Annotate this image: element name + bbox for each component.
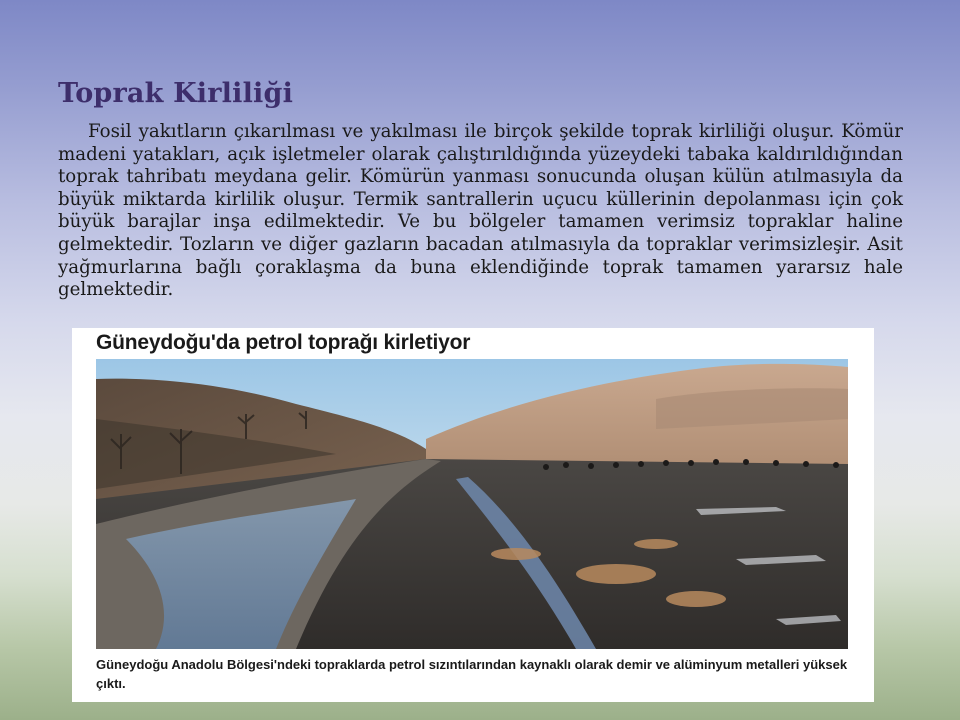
figure-headline: Güneydoğu'da petrol toprağı kirletiyor: [96, 331, 471, 354]
news-figure: [72, 328, 874, 702]
figure-caption: Güneydoğu Anadolu Bölgesi'ndeki topraklarda petrol sızıntılarından kaynaklı olarak demir ve alüminyum metalleri yüksek çıktı.: [96, 657, 848, 691]
oil-polluted-field-photo: [96, 359, 848, 649]
slide-body-text: Fosil yakıtların çıkarılması ve yakılması ile birçok şekilde toprak kirliliği oluşur. Kömür madeni yatakları, açık işletmeler olarak çalıştırıldığında yüzeydeki tabaka kaldırıldığından toprak tahribatı meydana gelir. Kömürün yanması sonucunda oluşan külün atılmasıyla da büyük miktarda kirlilik oluşur. Termik santrallerin uçucu küllerinin depolanması için çok büyük barajlar inşa edilmektedir. Ve bu bölgeler tamamen verimsiz topraklar haline gelmektedir. Tozların ve diğer gazların bacadan atılmasıyla da topraklar verimsizleşir. Asit yağmurlarına bağlı çoraklaşma da buna eklendiğinde toprak tamamen yararsız hale gelmektedir.: [58, 121, 903, 301]
slide-title: Toprak Kirliliği: [58, 78, 294, 109]
